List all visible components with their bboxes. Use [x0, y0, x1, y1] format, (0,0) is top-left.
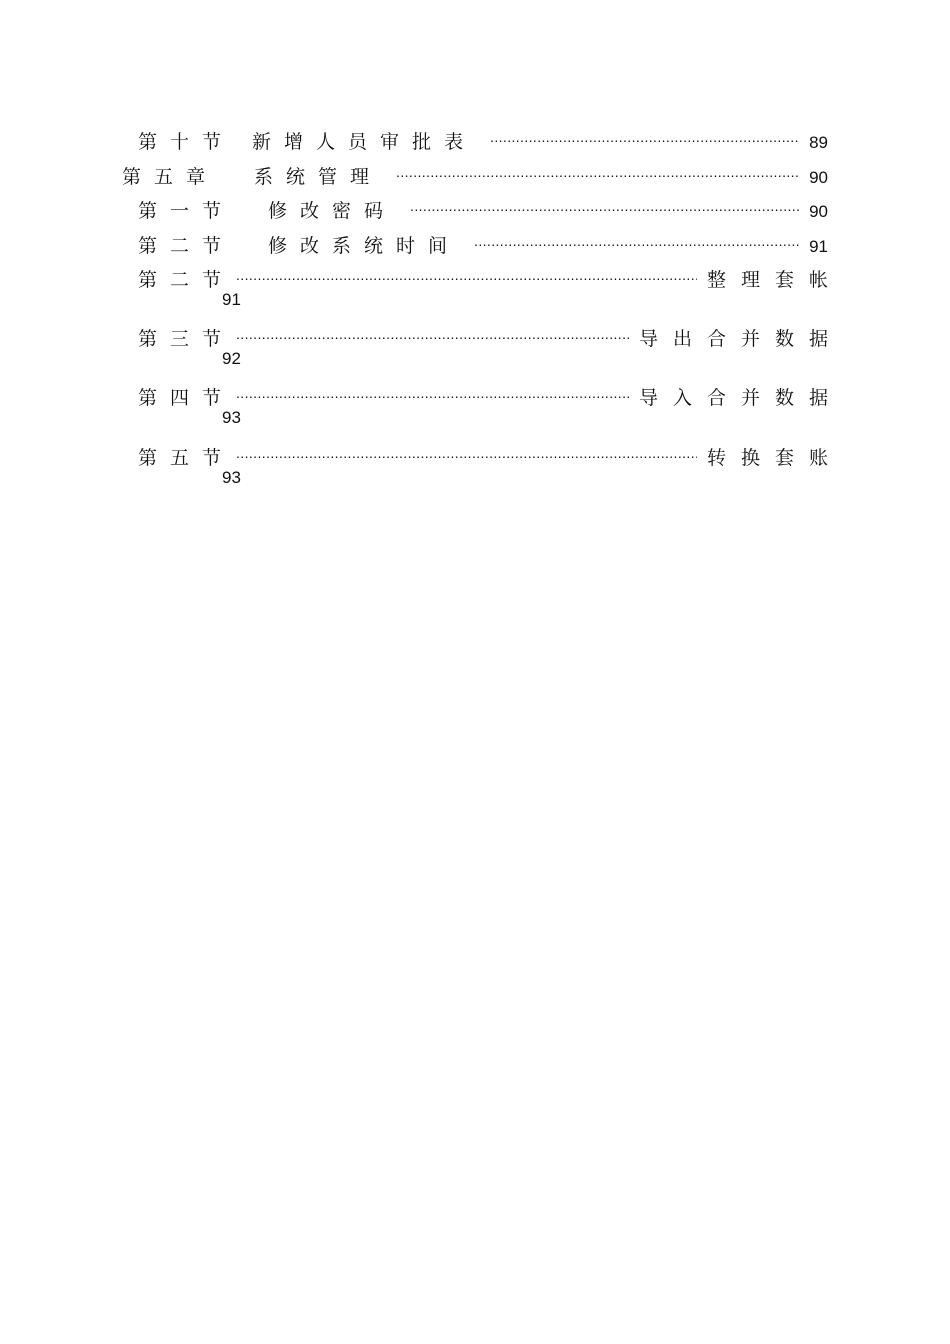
toc-entry[interactable]: [138, 380, 843, 430]
toc-entry-page: 90: [809, 202, 828, 221]
toc-entry-title: 修改密码: [268, 200, 397, 222]
toc-entry-page: 92: [222, 349, 241, 368]
toc-entry-page: 93: [222, 408, 241, 427]
toc-entry-title: 导出合并数据: [638, 328, 843, 350]
toc-entry[interactable]: [138, 440, 843, 490]
toc-leader-dots: [236, 440, 697, 464]
toc-entry-title: 系统管理: [254, 166, 383, 188]
toc-entry[interactable]: [122, 159, 828, 190]
toc-entry-label: 第二节: [138, 269, 235, 291]
toc-entry[interactable]: [138, 262, 843, 312]
toc-entry-label: 第二节: [138, 235, 235, 257]
toc-leader-dots: [236, 262, 697, 286]
toc-entry[interactable]: [138, 228, 828, 259]
toc-entry-page: 91: [222, 290, 241, 309]
toc-entry[interactable]: [138, 321, 843, 371]
toc-entry-label: 第五章: [122, 166, 219, 188]
toc-entry[interactable]: [138, 193, 828, 224]
toc-entry-page: 93: [222, 468, 241, 487]
toc-entry-page: 90: [809, 168, 828, 187]
toc-entry-label: 第一节: [138, 200, 235, 222]
toc-entry-title: 新增人员审批表: [252, 131, 477, 153]
toc-leader-dots: [236, 321, 629, 345]
toc-entry-label: 第十节: [138, 131, 235, 153]
toc-entry-title: 整理套帐: [706, 269, 843, 291]
toc-entry[interactable]: [138, 124, 828, 155]
toc-leader-dots: [396, 159, 799, 183]
toc-leader-dots: [474, 228, 799, 252]
toc-entry-page: 89: [809, 133, 828, 152]
toc-leader-dots: [236, 380, 629, 404]
toc-leader-dots: [490, 124, 799, 148]
toc-entry-label: 第五节: [138, 447, 235, 469]
toc-entry-label: 第四节: [138, 387, 235, 409]
toc-leader-dots: [410, 193, 799, 217]
toc-entry-label: 第三节: [138, 328, 235, 350]
toc-entry-title: 修改系统时间: [268, 235, 461, 257]
toc-entry-page: 91: [809, 237, 828, 256]
toc-entry-title: 导入合并数据: [638, 387, 843, 409]
toc-entry-title: 转换套账: [706, 447, 843, 469]
